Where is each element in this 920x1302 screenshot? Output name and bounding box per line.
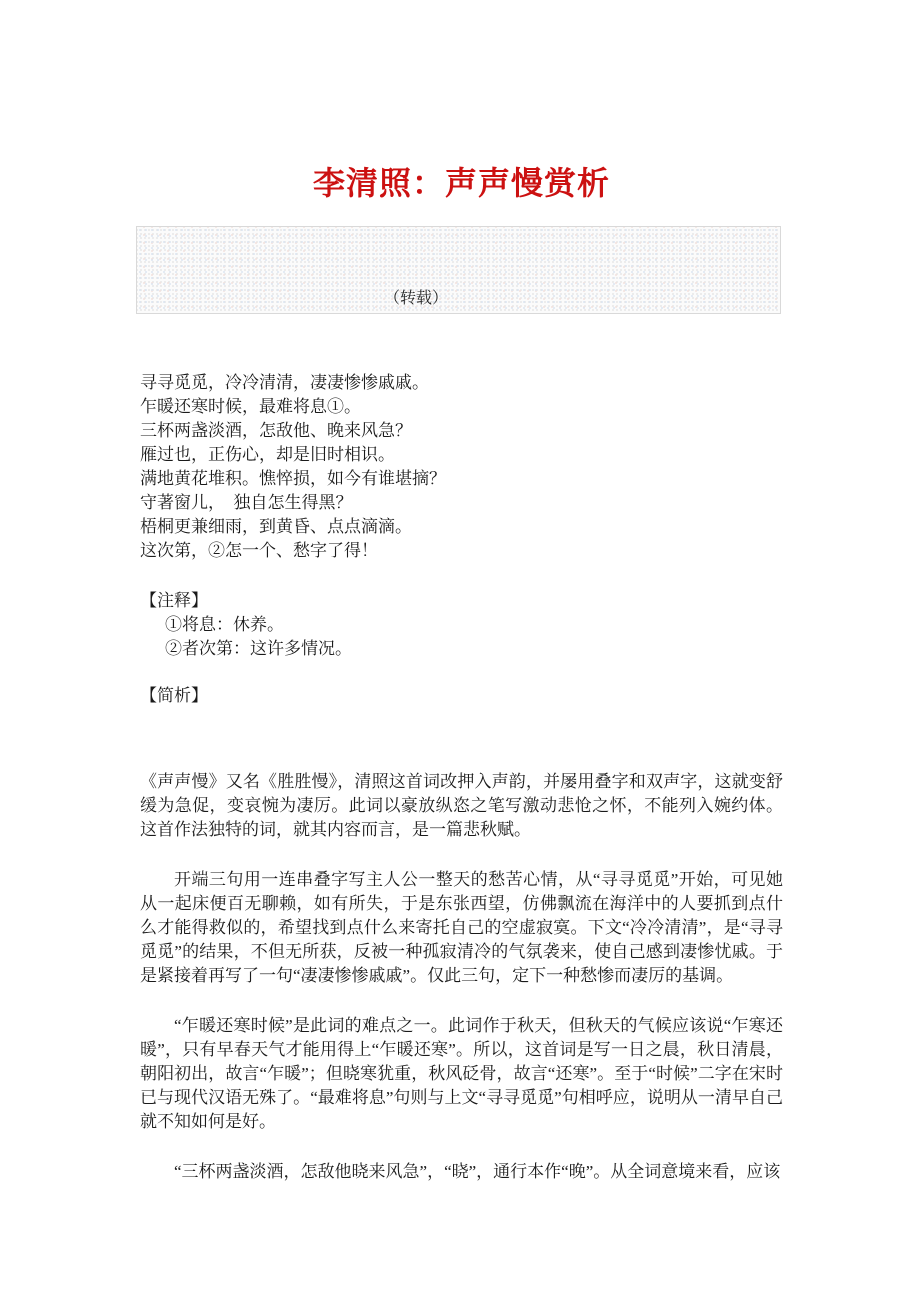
banner-caption: （转载） (384, 290, 449, 307)
poem-line: 雁过也，正伤心，却是旧时相识。 (140, 445, 395, 464)
poem-line: 满地黄花堆积。憔悴损，如今有谁堪摘？ (140, 469, 446, 488)
analysis-section (140, 770, 783, 1210)
note-item: ②者次第：这许多情况。 (165, 639, 352, 658)
note-item: ①将息：休养。 (165, 615, 284, 634)
analysis-paragraph: “乍暖还寒时候”是此词的难点之一。此词作于秋天，但秋天的气候应该说“乍寒还暖”，只有早春天气才能用得上“乍暖还寒”。所以，这首词是写一日之晨，秋日清晨，朝阳初出，故言“乍暖”；但晓寒犹重，秋风砭骨，故言“还寒”。至于“时候”二字在宋时已与现代汉语无殊了。“最难将息”句则与上文“寻寻觅觅”句相呼应，说明从一清早自己就不知如何是好。 (140, 1016, 783, 1131)
poem-line: 寻寻觅觅，冷冷清清，凄凄惨惨戚戚。 (140, 373, 429, 392)
poem-line: 这次第，②怎一个、愁字了得！ (140, 541, 378, 560)
analysis-paragraph: “三杯两盏淡酒，怎敌他晓来风急”，“晓”，通行本作“晚”。从全词意境来看，应该 (174, 1162, 781, 1181)
analysis-paragraph: 《声声慢》又名《胜胜慢》，清照这首词改押入声韵，并屡用叠字和双声字，这就变舒缓为急促，变哀惋为凄厉。此词以豪放纵恣之笔写激动悲怆之怀，不能列入婉约体。这首作法独特的词，就其内容而言，是一篇悲秋赋。 (140, 772, 783, 839)
banner-image (136, 226, 781, 314)
analysis-heading: 【简析】 (140, 686, 208, 705)
poem-line: 守著窗儿， 独自怎生得黑？ (140, 493, 353, 512)
analysis-paragraph: 开端三句用一连串叠字写主人公一整天的愁苦心情，从“寻寻觅觅”开始，可见她从一起床便百无聊赖，如有所失，于是东张西望，仿佛飘流在海洋中的人要抓到点什么才能得救似的，希望找到点什么来寄托自己的空虚寂寞。下文“冷冷清清”，是“寻寻觅觅”的结果，不但无所获，反被一种孤寂清冷的气氛袭来，使自己感到凄惨忧戚。于是紧接着再写了一句“凄凄惨惨戚戚”。仅此三句，定下一种愁惨而凄厉的基调。 (140, 870, 783, 985)
poem-line: 梧桐更兼细雨，到黄昏、点点滴滴。 (140, 517, 412, 536)
poem-line: 乍暖还寒时候，最难将息①。 (140, 397, 361, 416)
notes-section (140, 589, 783, 661)
poem-block (140, 371, 783, 563)
poem-line: 三杯两盏淡酒，怎敌他、晚来风急？ (140, 421, 412, 440)
page-title: 李清照：声声慢赏析 (312, 165, 610, 201)
notes-heading: 【注释】 (140, 591, 208, 610)
